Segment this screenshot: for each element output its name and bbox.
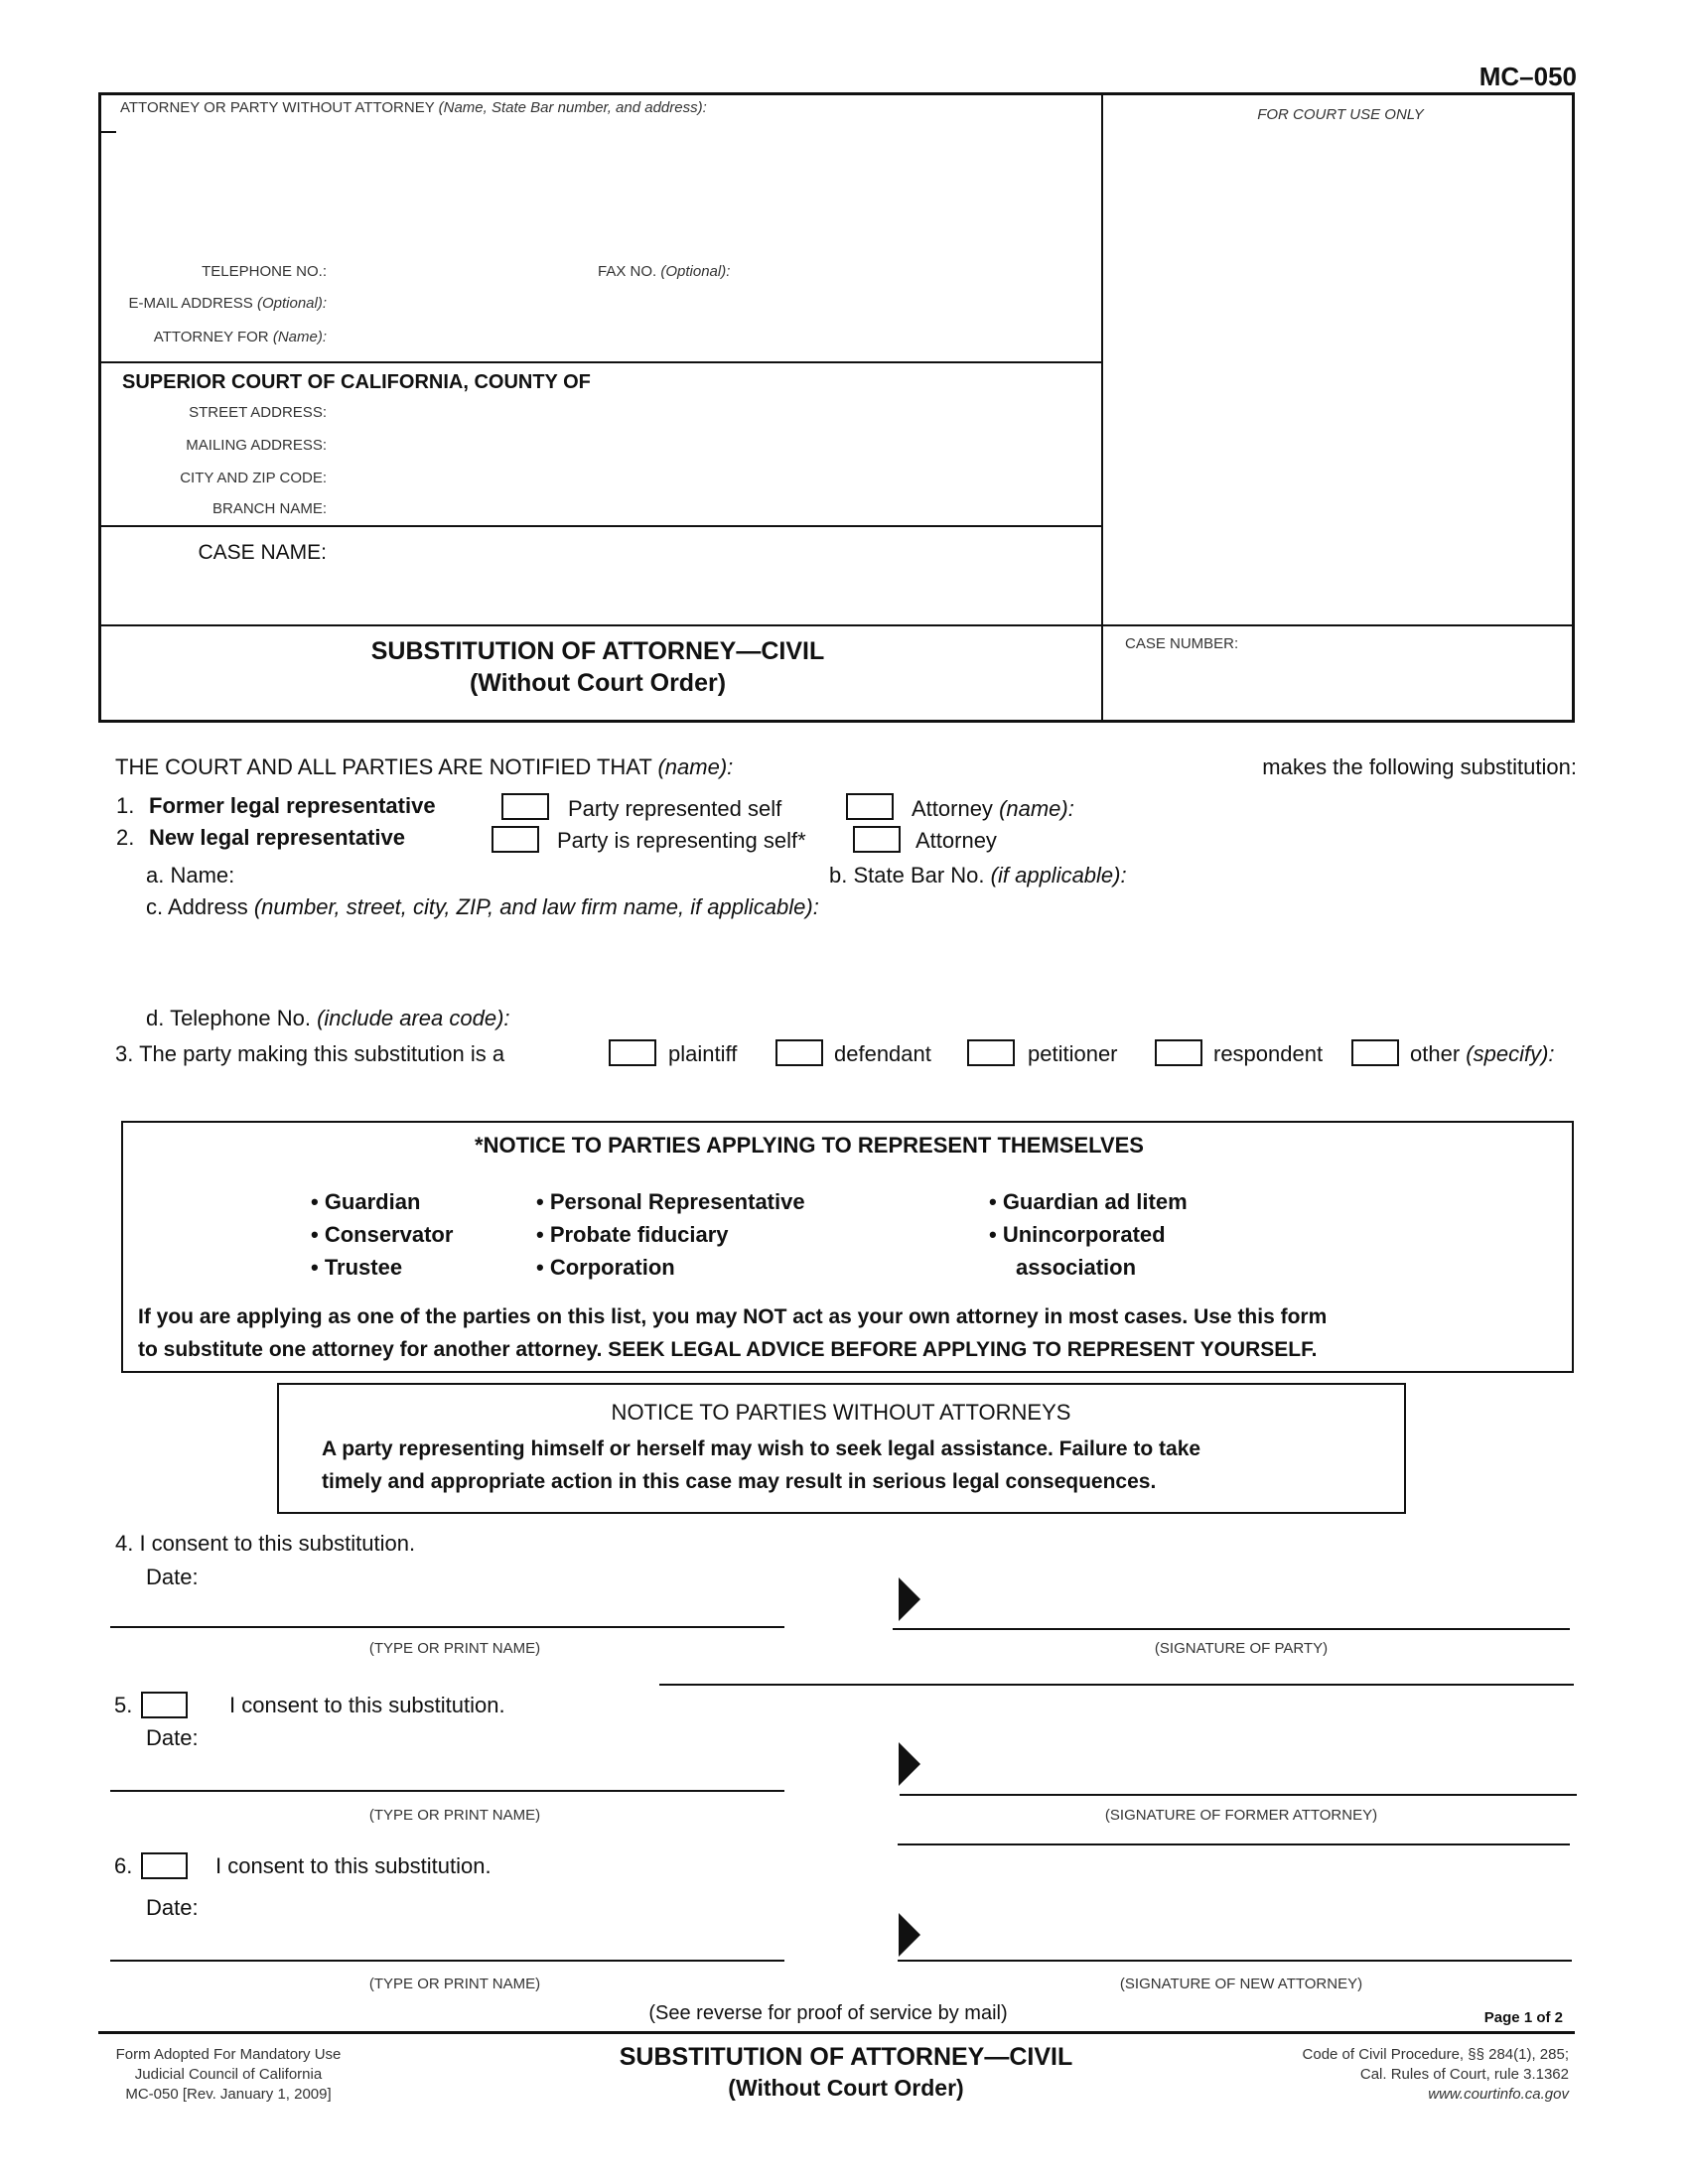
signature-party-caption: (SIGNATURE OF PARTY) xyxy=(1154,1640,1329,1657)
divider xyxy=(98,624,1575,626)
item2-label: New legal representative xyxy=(149,825,406,850)
new-attorney-checkbox[interactable] xyxy=(853,826,901,853)
plaintiff-label: plaintiff xyxy=(668,1041,738,1066)
divider xyxy=(1101,92,1103,723)
signature-line[interactable] xyxy=(900,1794,1577,1796)
notice1-col1: • Guardian • Conservator • Trustee xyxy=(311,1189,454,1280)
website-link[interactable]: www.courtinfo.ca.gov xyxy=(1428,2086,1569,2103)
item5-number: 5. xyxy=(114,1693,133,1717)
notified-text: THE COURT AND ALL PARTIES ARE NOTIFIED THAT (name): xyxy=(115,754,734,779)
city-label: CITY AND ZIP CODE: xyxy=(180,470,327,486)
mailing-label: MAILING ADDRESS: xyxy=(186,437,327,454)
notice2-title: NOTICE TO PARTIES WITHOUT ATTORNEYS xyxy=(611,1400,1071,1425)
attorney-label: ATTORNEY OR PARTY WITHOUT ATTORNEY (Name, State Bar number, and address): xyxy=(120,99,707,116)
footer-subtitle: (Without Court Order) xyxy=(728,2075,964,2101)
item1-number: 1. xyxy=(116,793,135,818)
footer-title: SUBSTITUTION OF ATTORNEY—CIVIL xyxy=(619,2043,1073,2071)
case-number-label: CASE NUMBER: xyxy=(1125,635,1239,652)
former-attorney-checkbox[interactable] xyxy=(846,793,894,820)
divider xyxy=(100,131,116,133)
petitioner-label: petitioner xyxy=(1028,1041,1118,1066)
reverse-note: (See reverse for proof of service by mail) xyxy=(648,2002,1008,2024)
fax-label: FAX NO. (Optional): xyxy=(598,263,731,280)
party-representing-self-label: Party is representing self* xyxy=(557,828,806,853)
page-number: Page 1 of 2 xyxy=(1483,2009,1563,2026)
case-name-label: CASE NAME: xyxy=(198,541,327,564)
date-label: Date: xyxy=(146,1565,199,1589)
party-representing-self-checkbox[interactable] xyxy=(492,826,539,853)
name-label: a. Name: xyxy=(146,863,235,887)
date-label: Date: xyxy=(146,1895,199,1920)
form-id: MC–050 xyxy=(1478,62,1577,91)
print-name-line[interactable] xyxy=(110,1790,784,1792)
item2-number: 2. xyxy=(116,825,135,850)
respondent-checkbox[interactable] xyxy=(1155,1039,1202,1066)
street-label: STREET ADDRESS: xyxy=(189,404,327,421)
branch-label: BRANCH NAME: xyxy=(211,500,327,517)
plaintiff-checkbox[interactable] xyxy=(609,1039,656,1066)
telephone-label: d. Telephone No. (include area code): xyxy=(146,1006,510,1030)
item3-label: 3. The party making this substitution is a xyxy=(115,1041,505,1066)
divider xyxy=(659,1684,1574,1686)
print-name-caption: (TYPE OR PRINT NAME) xyxy=(368,1807,541,1824)
other-checkbox[interactable] xyxy=(1351,1039,1399,1066)
former-attorney-label: Attorney (name): xyxy=(912,796,1074,821)
date-label: Date: xyxy=(146,1725,199,1750)
address-label: c. Address (number, street, city, ZIP, and law firm name, if applicable): xyxy=(146,894,819,919)
divider xyxy=(898,1843,1570,1845)
court-use-label: FOR COURT USE ONLY xyxy=(1257,106,1424,123)
signature-arrow-icon xyxy=(899,1577,920,1621)
signature-former-caption: (SIGNATURE OF FORMER ATTORNEY) xyxy=(1104,1807,1378,1824)
notice1-col2: • Personal Representative • Probate fiduciary • Corporation xyxy=(536,1189,805,1280)
new-attorney-label: Attorney xyxy=(915,828,997,853)
notice1-text: If you are applying as one of the parties on this list, you may NOT act as your own attorney in most cases. Use this form to substitute one attorney for another attorney. SEEK LEGAL ADVICE BEFORE APPLYING TO REPRESENT YOURSELF. xyxy=(138,1305,1328,1361)
footer-left: Form Adopted For Mandatory Use Judicial Council of California MC-050 [Rev. January 1, 2009] xyxy=(115,2046,342,2103)
footer-right: Code of Civil Procedure, §§ 284(1), 285; Cal. Rules of Court, rule 3.1362 www.courtinfo.ca.gov xyxy=(1302,2046,1569,2103)
defendant-checkbox[interactable] xyxy=(775,1039,823,1066)
print-name-line[interactable] xyxy=(110,1960,784,1962)
item5-checkbox[interactable] xyxy=(141,1692,188,1718)
party-represented-self-checkbox[interactable] xyxy=(501,793,549,820)
court-name: SUPERIOR COURT OF CALIFORNIA, COUNTY OF xyxy=(122,371,591,393)
notice1-col3: • Guardian ad litem • Unincorporated association xyxy=(989,1189,1188,1280)
form-subtitle: (Without Court Order) xyxy=(469,669,727,697)
other-label: other (specify): xyxy=(1410,1041,1555,1066)
divider xyxy=(98,525,1101,527)
attorney-for-label: ATTORNEY FOR (Name): xyxy=(153,329,327,345)
state-bar-label: b. State Bar No. (if applicable): xyxy=(829,863,1127,887)
defendant-label: defendant xyxy=(834,1041,931,1066)
signature-arrow-icon xyxy=(899,1913,920,1957)
footer-rule xyxy=(98,2031,1575,2034)
signature-arrow-icon xyxy=(899,1742,920,1786)
signature-line[interactable] xyxy=(898,1960,1572,1962)
print-name-caption: (TYPE OR PRINT NAME) xyxy=(368,1640,541,1657)
item6-label: I consent to this substitution. xyxy=(215,1853,492,1878)
item1-label: Former legal representative xyxy=(149,793,436,818)
item6-checkbox[interactable] xyxy=(141,1852,188,1879)
signature-line[interactable] xyxy=(893,1628,1570,1630)
signature-new-caption: (SIGNATURE OF NEW ATTORNEY) xyxy=(1119,1976,1363,1992)
form-title: SUBSTITUTION OF ATTORNEY—CIVIL xyxy=(370,637,825,665)
item6-number: 6. xyxy=(114,1853,133,1878)
respondent-label: respondent xyxy=(1213,1041,1324,1066)
notice1-title: *NOTICE TO PARTIES APPLYING TO REPRESENT THEMSELVES xyxy=(475,1133,1144,1158)
divider xyxy=(98,361,1101,363)
email-label: E-MAIL ADDRESS (Optional): xyxy=(128,295,327,312)
item5-label: I consent to this substitution. xyxy=(229,1693,505,1717)
notice2-text: A party representing himself or herself may wish to seek legal assistance. Failure to take timely and appropriate action in this case may result in serious legal consequences. xyxy=(322,1437,1201,1493)
item4-label: 4. I consent to this substitution. xyxy=(115,1531,416,1556)
print-name-caption: (TYPE OR PRINT NAME) xyxy=(368,1976,541,1992)
makes-text: makes the following substitution: xyxy=(1262,754,1577,779)
print-name-line[interactable] xyxy=(110,1626,784,1628)
party-represented-self-label: Party represented self xyxy=(568,796,782,821)
telephone-label: TELEPHONE NO.: xyxy=(202,263,327,280)
petitioner-checkbox[interactable] xyxy=(967,1039,1015,1066)
